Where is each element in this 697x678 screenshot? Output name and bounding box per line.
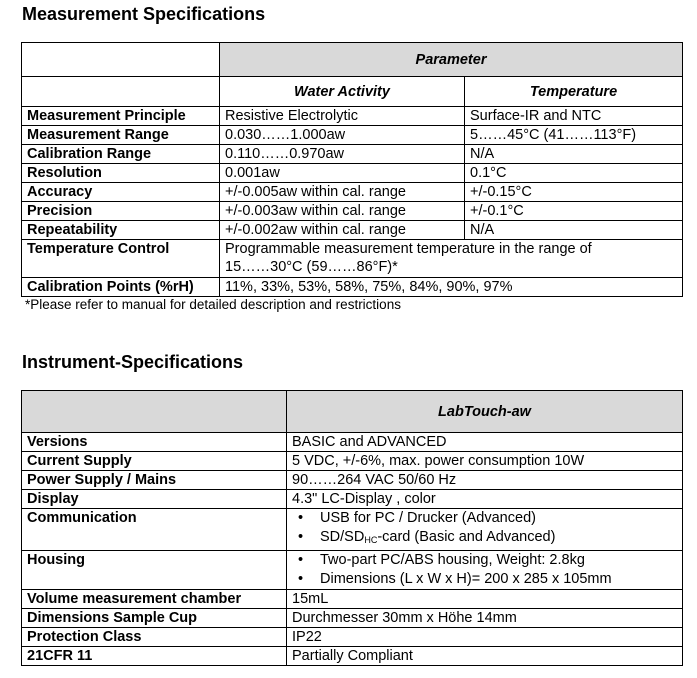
row-label: Measurement Principle [22,107,220,126]
row-label: Measurement Range [22,126,220,145]
row-label: Repeatability [22,221,220,240]
row-value: Durchmesser 30mm x Höhe 14mm [287,609,683,628]
row-label: Communication [22,509,287,551]
sd-hc-subscript: HC [364,535,378,545]
footnote: *Please refer to manual for detailed description and restrictions [25,297,401,312]
temp-value: +/-0.15°C [465,183,683,202]
row-value: Partially Compliant [287,647,683,666]
housing-list [292,551,677,589]
row-label: 21CFR 11 [22,647,287,666]
labtouch-header: LabTouch-aw [287,391,683,433]
header-blank-cell [22,391,287,433]
row-label: Current Supply [22,452,287,471]
row-value: BASIC and ADVANCED [287,433,683,452]
temp-value: 0.1°C [465,164,683,183]
row-label: Power Supply / Mains [22,471,287,490]
housing-value [287,551,683,590]
instrument-specs-table [21,390,683,666]
water-value: 0.030……1.000aw [220,126,465,145]
column-header-row [22,77,683,107]
table-row [22,183,683,202]
temperature-header: Temperature [465,77,683,107]
temp-value: N/A [465,145,683,164]
row-value: 90……264 VAC 50/60 Hz [287,471,683,490]
table-row [22,471,683,490]
instrument-header-row [22,391,683,433]
table-row [22,590,683,609]
temperature-control-row [22,240,683,278]
water-value: 0.110……0.970aw [220,145,465,164]
parameter-header-row [22,43,683,77]
temperature-control-line2: 15……30°C (59……86°F)* [225,259,398,275]
row-value: 4.3" LC-Display , color [287,490,683,509]
list-item: • Two-part PC/ABS housing, Weight: 2.8kg [320,551,677,570]
row-label: Precision [22,202,220,221]
table-row [22,164,683,183]
temperature-control-line1: Programmable measurement temperature in the range of [225,241,592,257]
row-label: Resolution [22,164,220,183]
table-row [22,490,683,509]
row-label: Dimensions Sample Cup [22,609,287,628]
housing-row [22,551,683,590]
water-value: Resistive Electrolytic [220,107,465,126]
row-value: 5 VDC, +/-6%, max. power consumption 10W [287,452,683,471]
water-value: +/-0.005aw within cal. range [220,183,465,202]
temp-value: N/A [465,221,683,240]
row-label: Temperature Control [22,240,220,278]
row-label: Display [22,490,287,509]
row-label: Accuracy [22,183,220,202]
table-row [22,452,683,471]
table-row [22,107,683,126]
temp-value: +/-0.1°C [465,202,683,221]
communication-value [287,509,683,551]
communication-list [292,509,677,550]
table-row [22,628,683,647]
row-label: Versions [22,433,287,452]
water-value: 0.001aw [220,164,465,183]
parameter-header: Parameter [220,43,683,77]
water-value: +/-0.003aw within cal. range [220,202,465,221]
row-label: Calibration Range [22,145,220,164]
sd-card-text: SD/SD [320,529,365,545]
calibration-points-value: 11%, 33%, 53%, 58%, 75%, 84%, 90%, 97% [220,278,683,297]
list-item [320,528,677,550]
measurement-specs-title: Measurement Specifications [22,4,266,24]
list-item: • Dimensions (L x W x H)= 200 x 285 x 105mm [320,570,677,589]
table-row [22,609,683,628]
header-blank-cell [22,43,220,77]
table-row [22,221,683,240]
table-row [22,126,683,145]
temp-value: Surface-IR and NTC [465,107,683,126]
table-row [22,647,683,666]
column-header-blank-cell [22,77,220,107]
temp-value: 5……45°C (41……113°F) [465,126,683,145]
sd-card-suffix: -card (Basic and Advanced) [377,529,556,545]
water-value: +/-0.002aw within cal. range [220,221,465,240]
row-label: Volume measurement chamber [22,590,287,609]
list-item: • USB for PC / Drucker (Advanced) [320,509,677,528]
temperature-control-value [220,240,683,278]
row-label: Housing [22,551,287,590]
measurement-specs-table [21,42,683,297]
table-row [22,145,683,164]
row-label: Calibration Points (%rH) [22,278,220,297]
instrument-specs-title: Instrument-Specifications [22,352,244,372]
row-value: IP22 [287,628,683,647]
water-activity-header: Water Activity [220,77,465,107]
row-label: Protection Class [22,628,287,647]
calibration-points-row [22,278,683,297]
table-row [22,433,683,452]
communication-row [22,509,683,551]
table-row [22,202,683,221]
row-value: 15mL [287,590,683,609]
